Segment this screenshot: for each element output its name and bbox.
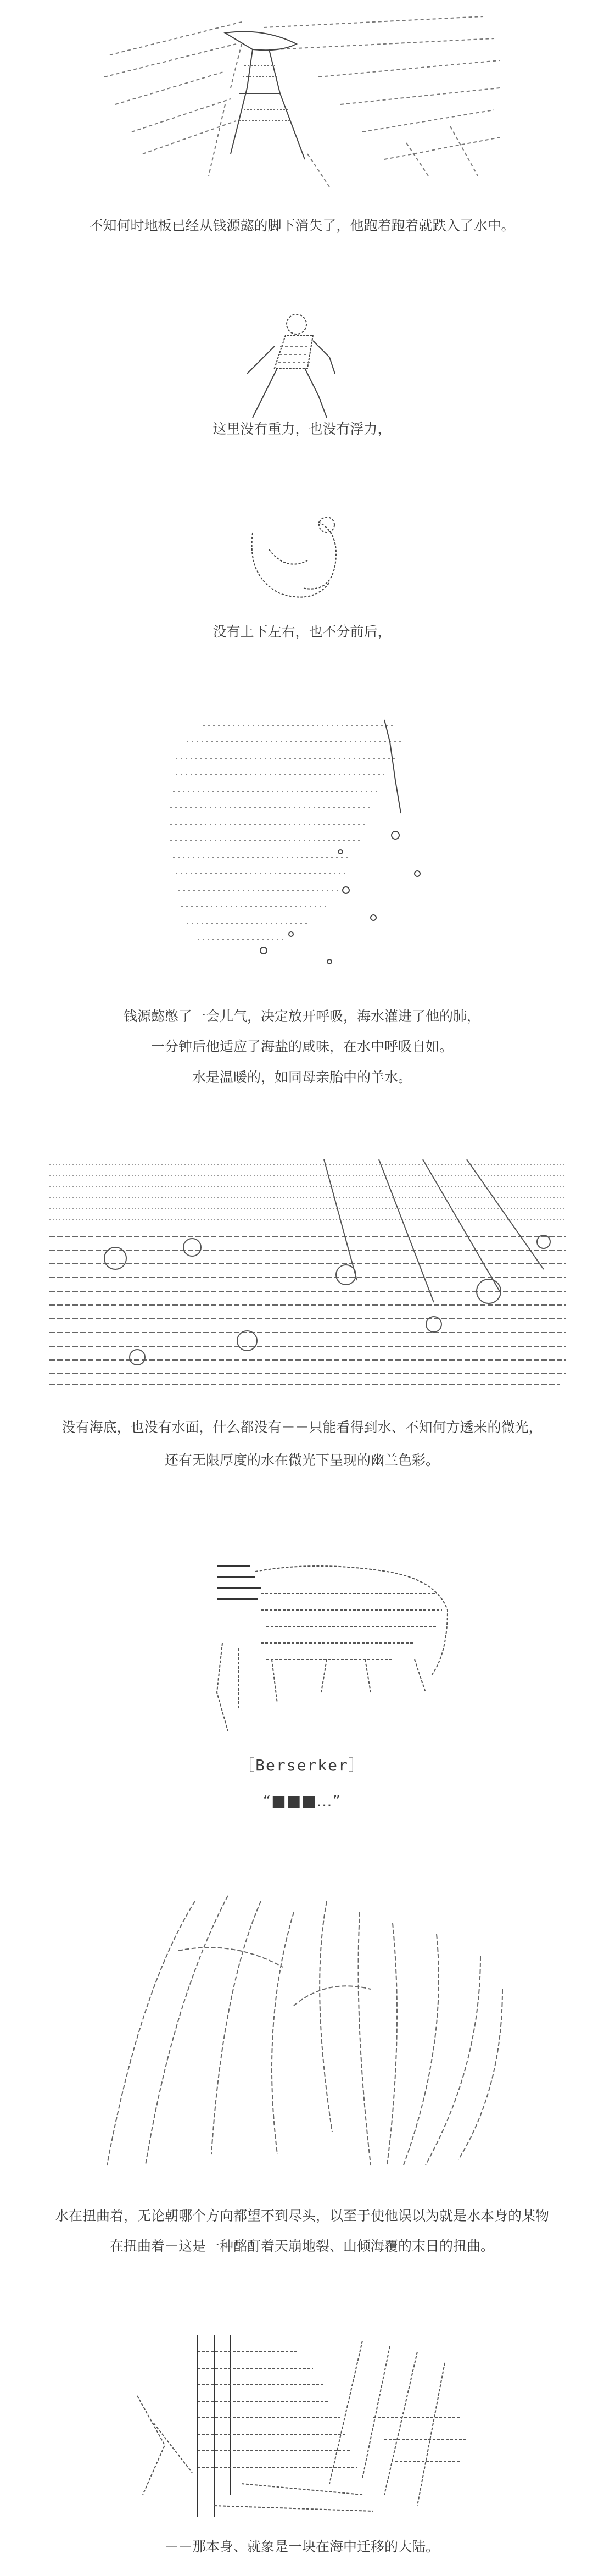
caption-8: －－那本身、就象是一块在海中迁移的大陆。 <box>164 2539 439 2555</box>
caption-6a: ［Berserker］ <box>239 1756 365 1774</box>
caption-5a: 没有海底，也没有水面，什么都没有－－只能看得到水、不知何方透来的微光， <box>61 1419 543 1435</box>
caption-5b: 还有无限厚度的水在微光下呈现的幽兰色彩。 <box>164 1452 439 1468</box>
caption-3: 没有上下左右，也不分前后， <box>212 624 392 640</box>
caption-7b: 在扭曲着－这是一种酩酊着天崩地裂、山倾海覆的末日的扭曲。 <box>109 2238 494 2254</box>
art-deep-water <box>49 1159 566 1390</box>
caption-2: 这里没有重力，也没有浮力， <box>212 421 392 437</box>
art-falling-scene <box>99 11 511 187</box>
art-floating-figure <box>225 308 357 423</box>
art-underwater-bubbles <box>165 709 439 984</box>
caption-1: 不知何时地板已经从钱源㦤的脚下消失了，他跑着跑着就跌入了水中。 <box>89 218 515 234</box>
caption-4b: 一分钟后他适应了海盐的咸味，在水中呼吸自如。 <box>150 1039 453 1054</box>
caption-6b: “■■■…” <box>262 1792 342 1810</box>
caption-7a: 水在扭曲着，无论朝哪个方向都望不到尽头，以至于使他误以为就是水本身的某物 <box>54 2208 549 2224</box>
art-curled-figure <box>236 511 362 615</box>
caption-4a: 钱源㦤憋了一会儿气，决定放开呼吸，海水灌进了他的肺， <box>123 1008 480 1024</box>
art-moving-continent <box>132 2330 472 2528</box>
art-twisting-water <box>96 1879 513 2176</box>
art-berserker <box>206 1550 458 1753</box>
caption-4c: 水是温暖的，如同母亲胎中的羊水。 <box>192 1069 412 1085</box>
